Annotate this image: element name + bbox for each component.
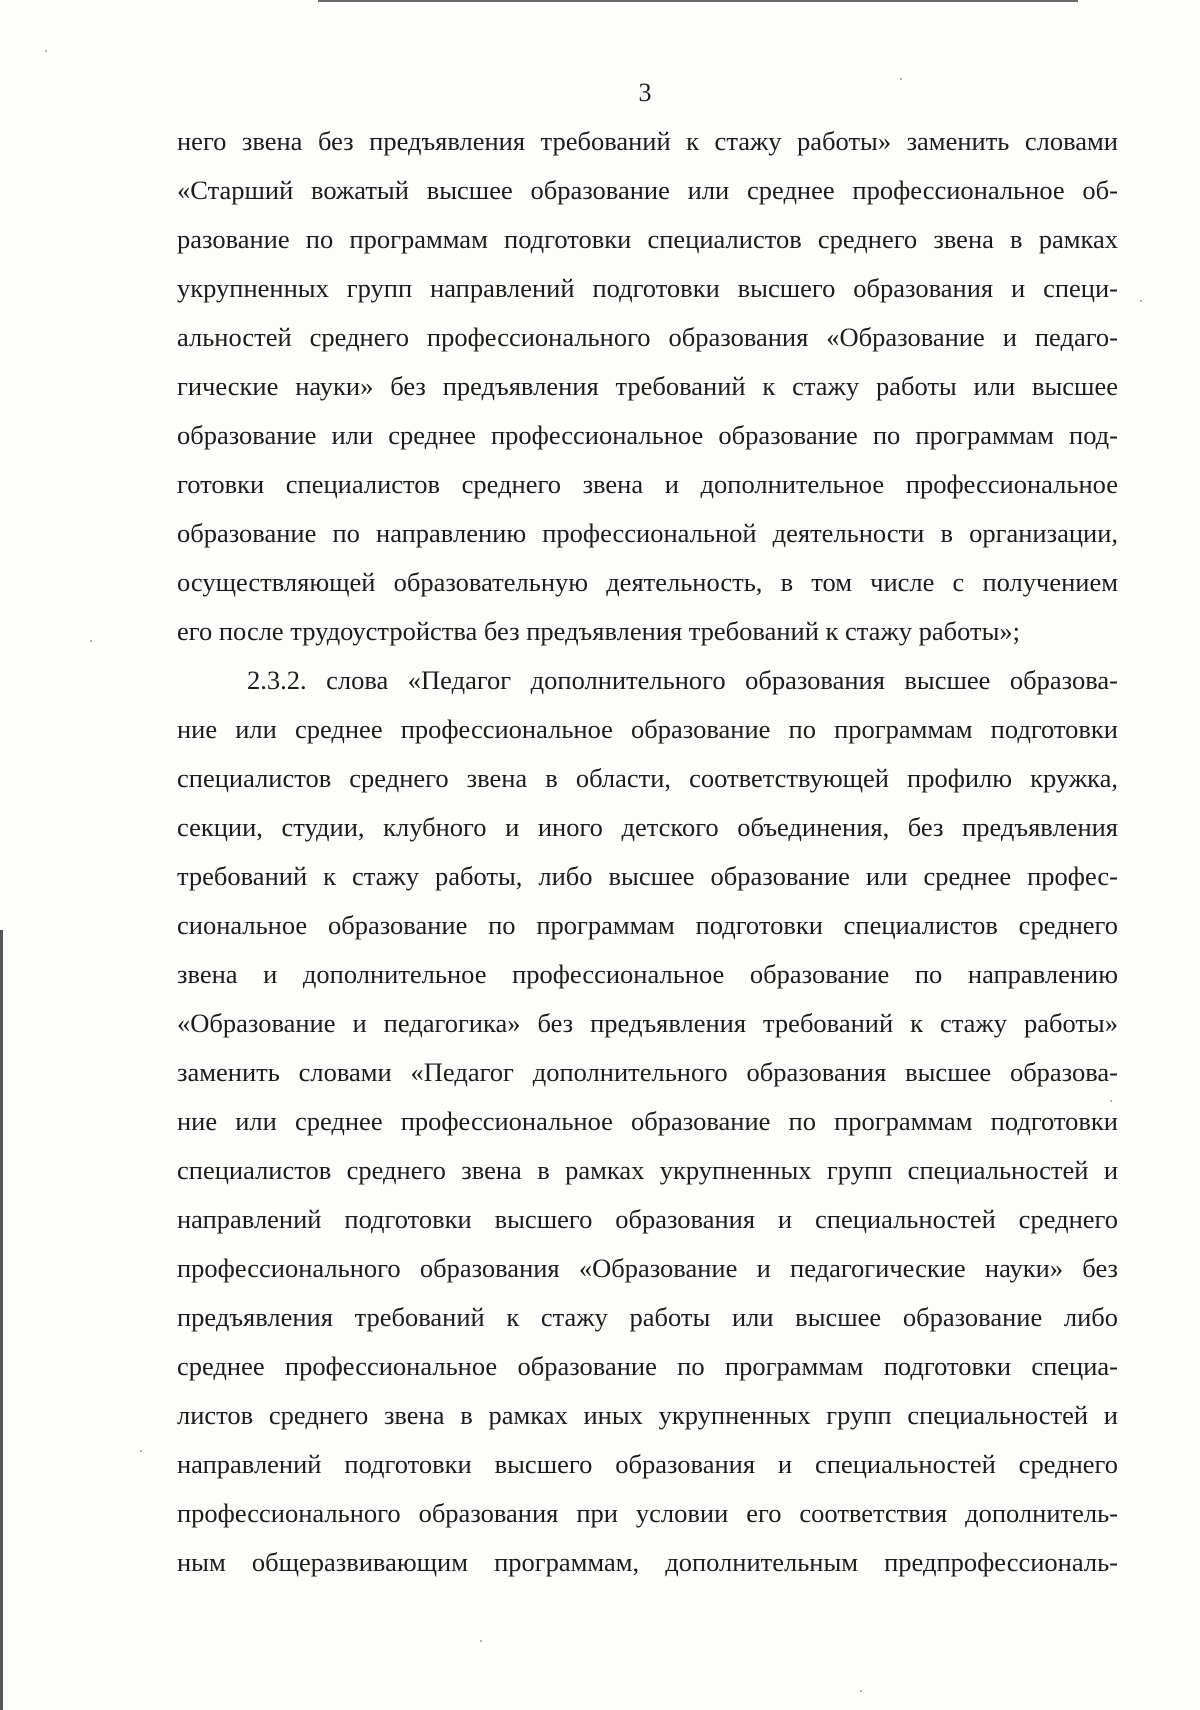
text-line: требований к стажу работы, либо высшее образование или среднее профес-: [177, 861, 1118, 891]
text-line: среднее профессиональное образование по программам подготовки специа-: [177, 1351, 1118, 1381]
page-number: 3: [638, 78, 652, 107]
text-line: образование или среднее профессиональное образование по программам под-: [177, 420, 1118, 450]
text-line: ным общеразвивающим программам, дополнительным предпрофессиональ-: [177, 1547, 1118, 1577]
text-line: образование по направлению профессиональной деятельности в организации,: [177, 518, 1118, 548]
scan-speck: [90, 640, 92, 642]
text-line: листов среднего звена в рамках иных укрупненных групп специальностей и: [177, 1400, 1118, 1430]
text-line: 2.3.2. слова «Педагог дополнительного образования высшее образова-: [247, 665, 1118, 695]
text-line: сиональное образование по программам подготовки специалистов среднего: [177, 910, 1118, 940]
text-line: направлений подготовки высшего образования и специальностей среднего: [177, 1204, 1118, 1234]
text-line: его после трудоустройства без предъявления требований к стажу работы»;: [177, 616, 1021, 646]
text-line: заменить словами «Педагог дополнительного образования высшее образова-: [177, 1057, 1118, 1087]
text-line: альностей среднего профессионального образования «Образование и педаго-: [177, 322, 1118, 352]
text-line: направлений подготовки высшего образования и специальностей среднего: [177, 1449, 1118, 1479]
text-line: секции, студии, клубного и иного детского объединения, без предъявления: [177, 812, 1118, 842]
text-line: разование по программам подготовки специалистов среднего звена в рамках: [177, 224, 1118, 254]
text-line: «Образование и педагогика» без предъявления требований к стажу работы»: [177, 1008, 1118, 1038]
text-line: укрупненных групп направлений подготовки высшего образования и специ-: [177, 273, 1118, 303]
text-line: ние или среднее профессиональное образование по программам подготовки: [177, 1106, 1118, 1136]
text-line: звена и дополнительное профессиональное образование по направлению: [177, 959, 1118, 989]
text-line: профессионального образования при условии его соответствия дополнитель-: [177, 1498, 1118, 1528]
scan-speck: [900, 78, 902, 80]
text-line: «Старший вожатый высшее образование или среднее профессиональное об-: [177, 175, 1118, 205]
scan-speck: [860, 1690, 862, 1692]
text-line: ние или среднее профессиональное образование по программам подготовки: [177, 714, 1118, 744]
scan-speck: [140, 1450, 142, 1452]
text-line: гические науки» без предъявления требований к стажу работы или высшее: [177, 371, 1118, 401]
text-line: готовки специалистов среднего звена и дополнительное профессиональное: [177, 469, 1118, 499]
scan-speck: [480, 1640, 482, 1642]
scan-speck: [45, 50, 47, 52]
scan-top-edge: [318, 0, 1078, 2]
body-text: [177, 117, 1118, 1587]
text-line: специалистов среднего звена в области, соответствующей профилю кружка,: [177, 763, 1118, 793]
text-line: осуществляющей образовательную деятельность, в том числе с получением: [177, 567, 1118, 597]
text-line: специалистов среднего звена в рамках укрупненных групп специальностей и: [177, 1155, 1118, 1185]
text-line: него звена без предъявления требований к стажу работы» заменить словами: [177, 126, 1118, 156]
scan-speck: [1140, 300, 1142, 302]
text-line: профессионального образования «Образование и педагогические науки» без: [177, 1253, 1118, 1283]
scan-speck: [1110, 1100, 1112, 1102]
text-line: предъявления требований к стажу работы или высшее образование либо: [177, 1302, 1118, 1332]
scan-left-edge: [0, 930, 3, 1710]
